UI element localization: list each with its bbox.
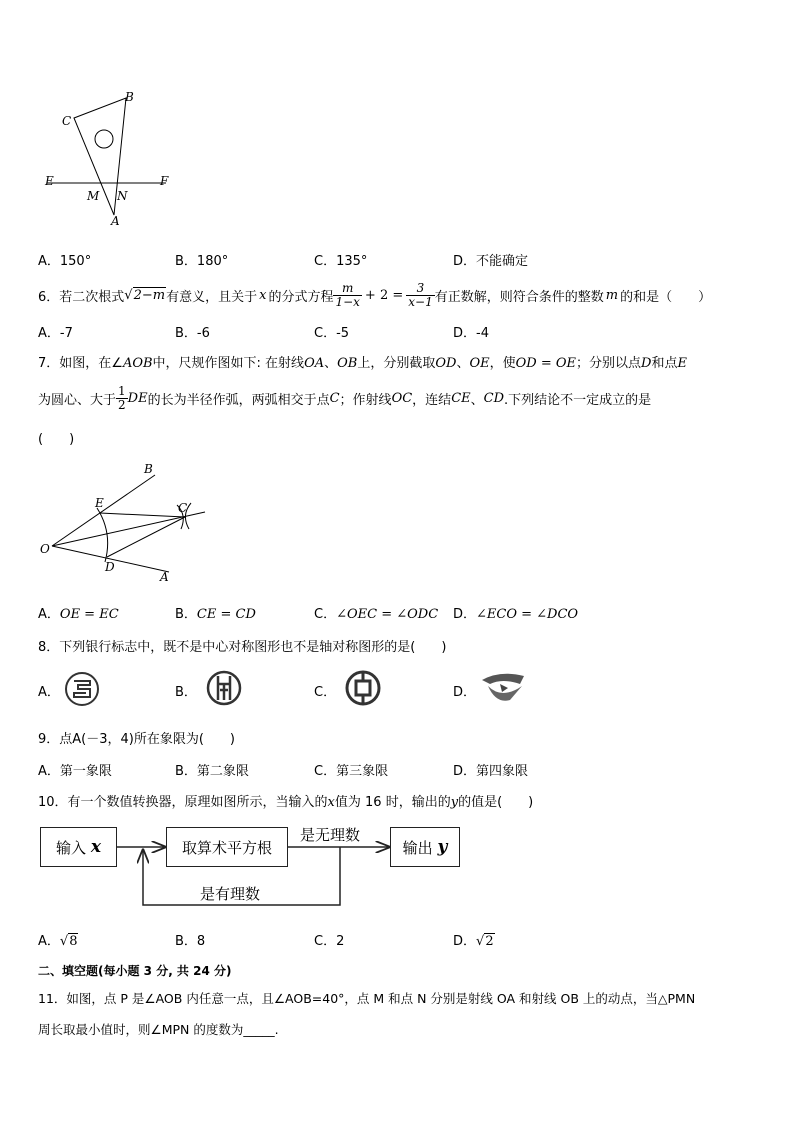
q10-opt-a-prefix: A． <box>38 934 60 949</box>
q7-c: C <box>329 390 340 406</box>
fig7-label-o: O <box>40 542 50 556</box>
q8-option-c: C． <box>314 685 337 700</box>
flow-output-box <box>390 827 460 867</box>
q6-sqrt-radicand: 2−m <box>133 287 166 303</box>
flow-output-var: y <box>437 837 448 857</box>
bank-logo-c-icon <box>345 670 381 706</box>
q10-opt-a-radicand: 8 <box>69 934 78 949</box>
q6-stem <box>38 281 711 309</box>
q5-option-a: A．150° <box>38 254 92 269</box>
q7-oc: OC <box>391 390 413 406</box>
ray-ob <box>52 475 155 546</box>
q7-t7: 为圆心、大于 <box>38 392 117 408</box>
q7-ob: OB <box>337 356 358 371</box>
q7-opt-a-prefix: A． <box>38 607 60 622</box>
label-n: N <box>117 189 128 203</box>
q5-option-b: B．180° <box>175 254 229 269</box>
flow-input-label: 输入 <box>56 838 87 857</box>
q10-var-x: x <box>327 795 335 810</box>
q6-frac1-num: m <box>333 282 361 296</box>
q7-e: E <box>677 356 687 371</box>
q5-option-d: D．不能确定 <box>453 254 529 269</box>
q6-fraction-1 <box>333 282 361 309</box>
label-f: F <box>160 174 169 188</box>
q10-opt-c-text: 2 <box>336 934 345 949</box>
q7-half <box>116 385 128 412</box>
flow-input-var: x <box>90 837 101 857</box>
label-a: A <box>111 214 120 228</box>
triangle-figure <box>40 88 180 233</box>
q7-opt-b-expr: CE = CD <box>196 607 256 622</box>
q6-frac1-den: 1−x <box>335 294 360 309</box>
q7-t11: .下列结论不一定成立的是 <box>504 392 652 408</box>
q10-t2: 值为 16 时，输出的 <box>334 795 451 810</box>
q7-t1: 7．如图，在∠ <box>38 356 123 371</box>
q8-option-a: A． <box>38 685 60 700</box>
q7-odoe: OD = OE <box>515 356 577 371</box>
q10-option-d <box>453 930 495 949</box>
q6-var-m: m <box>605 287 619 303</box>
q6-plus: + 2 = <box>364 287 404 303</box>
flow-irrational-label: 是无理数 <box>300 826 361 844</box>
q6-text-5: 的和是（ ） <box>620 289 712 305</box>
q7-t10: ，连结 <box>412 392 452 408</box>
flow-output-label: 输出 <box>402 838 433 857</box>
q10-stem <box>38 791 533 810</box>
q10-opt-b-text: 8 <box>196 934 206 949</box>
q6-text-2: 有意义，且关于 <box>166 289 258 305</box>
q5-option-c: C．135° <box>314 254 368 269</box>
segment-dc <box>107 517 185 557</box>
q11-line-2: 周长取最小值时，则∠MPN 的度数为_____. <box>38 1022 279 1037</box>
q6-option-b: B．-6 <box>175 326 210 341</box>
q7-t8: 的长为半径作弧，两弧相交于点 <box>147 392 330 408</box>
q9-stem: 9．点A(－3，4)所在象限为( ) <box>38 732 235 747</box>
q7-half-den: 2 <box>118 397 126 412</box>
q10-var-y: y <box>450 795 459 810</box>
flow-input-box <box>40 827 117 867</box>
q7-oe: OE <box>469 356 490 371</box>
fig7-label-c: C <box>178 501 188 515</box>
q10-opt-d-radicand: 2 <box>485 934 494 949</box>
q7-sep2: 、 <box>456 356 470 371</box>
section-2-heading: 二、填空题(每小题 3 分, 共 24 分) <box>38 964 232 978</box>
label-b: B <box>125 90 134 104</box>
q6-sqrt: √2−m <box>124 287 166 303</box>
q8-stem: 8．下列银行标志中，既不是中心对称图形也不是轴对称图形的是( ) <box>38 640 447 655</box>
q10-opt-a-sqrt: √8 <box>59 934 78 949</box>
q11-line-1: 11．如图，点 P 是∠AOB 内任意一点，且∠AOB=40°，点 M 和点 N 分别是射线 OA 和射线 OB 上的动点，当△PMN <box>38 991 696 1006</box>
q8-option-b: B． <box>175 685 197 700</box>
q8-option-d: D． <box>453 685 477 700</box>
bank-logo-b-icon <box>206 670 242 706</box>
q7-sep1: 、 <box>324 356 338 371</box>
q7-line-2 <box>38 383 651 413</box>
q7-option-d <box>453 603 578 622</box>
hole-circle <box>95 130 113 148</box>
q7-opt-d-prefix: D． <box>453 607 477 622</box>
fig7-label-b: B <box>144 462 153 476</box>
flow-rational-label: 是有理数 <box>200 885 261 903</box>
q7-oa: OA <box>304 356 325 371</box>
q7-option-a <box>38 603 119 622</box>
q7-ce: CE <box>451 390 471 406</box>
q6-option-a: A．-7 <box>38 326 73 341</box>
q7-opt-c-expr: ∠OEC = ∠ODC <box>336 607 439 622</box>
fig7-label-a: A <box>160 570 169 584</box>
q7-opt-d-expr: ∠ECO = ∠DCO <box>476 607 579 622</box>
q7-sep3: 、 <box>470 392 484 408</box>
q6-text-3: 的分式方程 <box>268 289 334 305</box>
q6-var-x: x <box>259 287 267 303</box>
q10-opt-c-prefix: C． <box>314 934 337 949</box>
q7-opt-c-prefix: C． <box>314 607 337 622</box>
q7-line-3: ( ) <box>38 432 75 447</box>
q7-od: OD <box>435 356 457 371</box>
segment-ec <box>100 513 185 517</box>
q6-option-c: C．-5 <box>314 326 350 341</box>
q7-cd: CD <box>483 390 505 406</box>
q10-opt-b-prefix: B． <box>175 934 197 949</box>
q9-option-a: A．第一象限 <box>38 764 112 779</box>
q10-option-c <box>314 930 344 949</box>
q6-text-1: 6．若二次根式 <box>38 289 125 305</box>
q6-text-4: 有正数解，则符合条件的整数 <box>434 289 604 305</box>
fig7-label-d: D <box>105 560 115 574</box>
q7-t6: 和点 <box>651 356 678 371</box>
label-m: M <box>87 189 100 203</box>
q7-t5: ；分别以点 <box>576 356 642 371</box>
q9-option-d: D．第四象限 <box>453 764 529 779</box>
q6-fraction-2 <box>406 282 434 309</box>
angle-construction-figure <box>35 455 215 585</box>
q6-option-d: D．-4 <box>453 326 489 341</box>
q7-t2: 中，尺规作图如下: 在射线 <box>152 356 305 371</box>
bank-logo-a-icon <box>64 671 100 707</box>
q7-option-b <box>175 603 256 622</box>
q7-line-1 <box>38 352 687 371</box>
q7-aob: AOB <box>122 356 153 371</box>
q9-option-c: C．第三象限 <box>314 764 389 779</box>
q10-t1: 10．有一个数值转换器，原理如图所示，当输入的 <box>38 795 328 810</box>
q9-option-b: B．第二象限 <box>175 764 249 779</box>
q6-frac2-den: x−1 <box>408 294 433 309</box>
q7-d: D <box>641 356 652 371</box>
q10-opt-d-prefix: D． <box>453 934 477 949</box>
q7-opt-a-expr: OE = EC <box>59 607 119 622</box>
flow-process-box: 取算术平方根 <box>166 827 288 867</box>
q10-option-a <box>38 930 78 949</box>
bank-logo-d-icon <box>480 670 526 704</box>
q7-half-num: 1 <box>118 383 126 398</box>
q7-t3: 上，分别截取 <box>357 356 436 371</box>
q7-de: DE <box>127 390 148 406</box>
q10-t3: 的值是( ) <box>458 795 534 810</box>
q10-option-b <box>175 930 205 949</box>
label-c: C <box>62 114 72 128</box>
fig7-label-e: E <box>95 496 104 510</box>
q7-option-c <box>314 603 438 622</box>
q7-opt-b-prefix: B． <box>175 607 197 622</box>
q6-frac2-num: 3 <box>406 282 434 296</box>
q7-t4: ，使 <box>489 356 516 371</box>
q7-t9: ；作射线 <box>339 392 392 408</box>
label-e: E <box>45 174 54 188</box>
q10-opt-d-sqrt: √2 <box>476 934 494 949</box>
